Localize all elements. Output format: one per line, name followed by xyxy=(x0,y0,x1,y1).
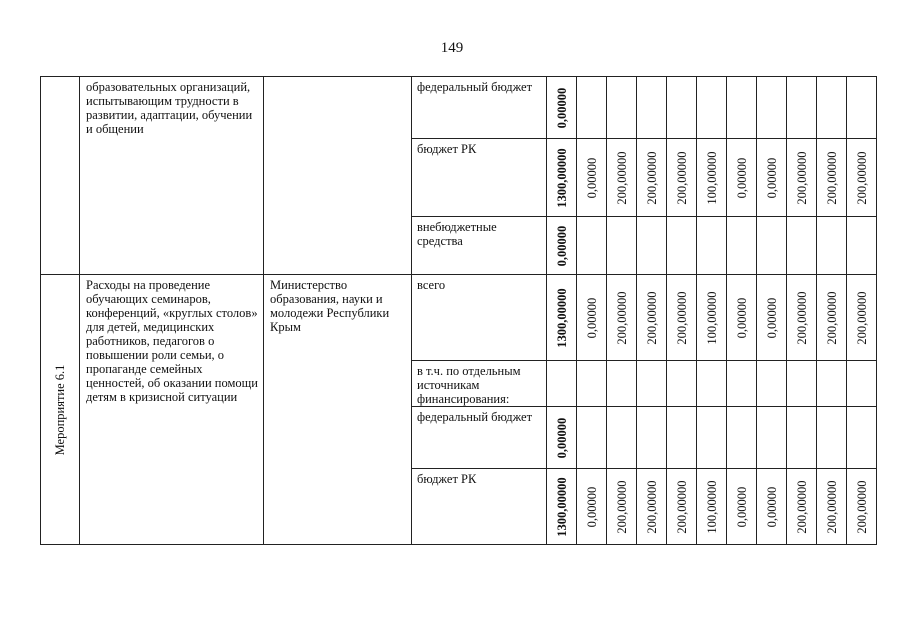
year-value: 200,00000 xyxy=(824,150,839,205)
year-value-cell xyxy=(697,217,727,275)
year-value: 200,00000 xyxy=(674,150,689,205)
year-value: 0,00000 xyxy=(584,157,599,198)
measure-cell xyxy=(41,275,80,545)
year-value: 0,00000 xyxy=(734,486,749,527)
year-value: 200,00000 xyxy=(824,479,839,534)
year-value-cell xyxy=(697,469,727,545)
year-value-cell xyxy=(637,361,667,407)
year-value-cell xyxy=(757,407,787,469)
year-value-cell xyxy=(637,275,667,361)
year-value: 200,00000 xyxy=(644,150,659,205)
total-value: 1300,00000 xyxy=(554,147,569,208)
year-value: 0,00000 xyxy=(764,157,779,198)
total-cell xyxy=(547,77,577,139)
description-text: Расходы на проведение обучающих семинаров, конференций, «круглых столов» для детей, медицинских работников, педагогов о повышении роли семьи, о пропаганде семейных ценностей, об оказании помощи детям в кризисной ситуации xyxy=(86,278,258,404)
year-value: 200,00000 xyxy=(854,479,869,534)
total-value: 0,00000 xyxy=(554,87,569,128)
year-value-cell xyxy=(607,407,637,469)
year-value-cell xyxy=(787,361,817,407)
source-cell xyxy=(412,77,547,139)
year-value-cell xyxy=(727,275,757,361)
total-cell xyxy=(547,361,577,407)
year-value-cell xyxy=(847,139,877,217)
source-label: федеральный бюджет xyxy=(417,80,533,94)
year-value-cell xyxy=(577,469,607,545)
total-value: 0,00000 xyxy=(554,225,569,266)
year-value-cell xyxy=(577,407,607,469)
year-value-cell xyxy=(637,77,667,139)
year-value: 200,00000 xyxy=(674,290,689,345)
page-number: 149 xyxy=(440,40,464,56)
funding-table xyxy=(40,76,877,545)
executor-cell xyxy=(264,275,412,545)
year-value-cell xyxy=(667,361,697,407)
year-value-cell xyxy=(637,407,667,469)
source-cell xyxy=(412,217,547,275)
year-value: 200,00000 xyxy=(644,290,659,345)
year-value-cell xyxy=(727,361,757,407)
year-value-cell xyxy=(847,77,877,139)
total-cell xyxy=(547,139,577,217)
year-value-cell xyxy=(847,469,877,545)
year-value-cell xyxy=(607,217,637,275)
year-value: 200,00000 xyxy=(644,479,659,534)
year-value-cell xyxy=(817,139,847,217)
source-cell xyxy=(412,275,547,361)
year-value: 200,00000 xyxy=(824,290,839,345)
year-value: 0,00000 xyxy=(764,297,779,338)
year-value-cell xyxy=(847,361,877,407)
year-value-cell xyxy=(577,217,607,275)
total-value: 1300,00000 xyxy=(554,287,569,348)
year-value: 0,00000 xyxy=(584,297,599,338)
year-value-cell xyxy=(667,407,697,469)
year-value: 200,00000 xyxy=(614,150,629,205)
year-value-cell xyxy=(727,217,757,275)
year-value-cell xyxy=(817,275,847,361)
total-cell xyxy=(547,275,577,361)
executor-cell xyxy=(264,77,412,275)
year-value: 200,00000 xyxy=(854,290,869,345)
source-cell xyxy=(412,361,547,407)
year-value: 0,00000 xyxy=(734,157,749,198)
year-value-cell xyxy=(787,469,817,545)
year-value-cell xyxy=(787,217,817,275)
year-value: 200,00000 xyxy=(794,290,809,345)
year-value-cell xyxy=(607,361,637,407)
year-value-cell xyxy=(817,77,847,139)
year-value-cell xyxy=(727,77,757,139)
year-value-cell xyxy=(757,469,787,545)
year-value: 0,00000 xyxy=(734,297,749,338)
year-value-cell xyxy=(607,139,637,217)
total-cell xyxy=(547,217,577,275)
source-label: в т.ч. по отдельным источникам финансирования: xyxy=(417,364,521,406)
measure-label: Мероприятие 6.1 xyxy=(53,364,67,455)
year-value-cell xyxy=(607,275,637,361)
year-value-cell xyxy=(697,407,727,469)
year-value-cell xyxy=(757,361,787,407)
year-value-cell xyxy=(817,217,847,275)
year-value-cell xyxy=(607,77,637,139)
year-value-cell xyxy=(697,275,727,361)
source-cell xyxy=(412,139,547,217)
year-value-cell xyxy=(787,139,817,217)
total-value: 1300,00000 xyxy=(554,476,569,537)
source-cell xyxy=(412,407,547,469)
year-value-cell xyxy=(667,77,697,139)
description-cell xyxy=(80,77,264,275)
year-value-cell xyxy=(577,275,607,361)
measure-cell xyxy=(41,77,80,275)
source-label: федеральный бюджет xyxy=(417,410,533,424)
year-value-cell xyxy=(757,217,787,275)
year-value-cell xyxy=(637,217,667,275)
year-value: 200,00000 xyxy=(614,290,629,345)
executor-text: Министерство образования, науки и молодежи Республики Крым xyxy=(270,278,390,334)
year-value-cell xyxy=(757,139,787,217)
year-value: 200,00000 xyxy=(674,479,689,534)
year-value: 100,00000 xyxy=(704,150,719,205)
year-value-cell xyxy=(727,469,757,545)
year-value-cell xyxy=(607,469,637,545)
year-value-cell xyxy=(697,77,727,139)
year-value-cell xyxy=(847,217,877,275)
year-value-cell xyxy=(667,469,697,545)
description-cell xyxy=(80,275,264,545)
source-label: бюджет РК xyxy=(417,142,477,156)
year-value: 200,00000 xyxy=(794,150,809,205)
year-value-cell xyxy=(817,407,847,469)
year-value-cell xyxy=(577,361,607,407)
source-label: бюджет РК xyxy=(417,472,477,486)
year-value-cell xyxy=(847,407,877,469)
year-value-cell xyxy=(847,275,877,361)
year-value-cell xyxy=(787,275,817,361)
year-value: 200,00000 xyxy=(854,150,869,205)
year-value-cell xyxy=(787,407,817,469)
total-cell xyxy=(547,469,577,545)
source-label: внебюджетные средства xyxy=(417,220,497,248)
year-value-cell xyxy=(667,217,697,275)
table-row xyxy=(41,275,877,361)
year-value-cell xyxy=(577,139,607,217)
year-value: 200,00000 xyxy=(614,479,629,534)
total-value: 0,00000 xyxy=(554,417,569,458)
year-value-cell xyxy=(757,275,787,361)
year-value-cell xyxy=(697,361,727,407)
year-value: 200,00000 xyxy=(794,479,809,534)
year-value: 0,00000 xyxy=(764,486,779,527)
year-value-cell xyxy=(817,361,847,407)
year-value-cell xyxy=(667,139,697,217)
year-value: 100,00000 xyxy=(704,479,719,534)
year-value-cell xyxy=(577,77,607,139)
year-value-cell xyxy=(817,469,847,545)
year-value: 100,00000 xyxy=(704,290,719,345)
year-value-cell xyxy=(727,407,757,469)
source-cell xyxy=(412,469,547,545)
source-label: всего xyxy=(417,278,446,292)
year-value-cell xyxy=(697,139,727,217)
total-cell xyxy=(547,407,577,469)
year-value-cell xyxy=(637,469,667,545)
year-value-cell xyxy=(757,77,787,139)
year-value-cell xyxy=(727,139,757,217)
description-text: образовательных организаций, испытывающим трудности в развитии, адаптации, обучении и общении xyxy=(86,80,253,136)
executor-text xyxy=(264,77,411,80)
year-value-cell xyxy=(667,275,697,361)
year-value: 0,00000 xyxy=(584,486,599,527)
table-row xyxy=(41,77,877,139)
year-value-cell xyxy=(637,139,667,217)
year-value-cell xyxy=(787,77,817,139)
